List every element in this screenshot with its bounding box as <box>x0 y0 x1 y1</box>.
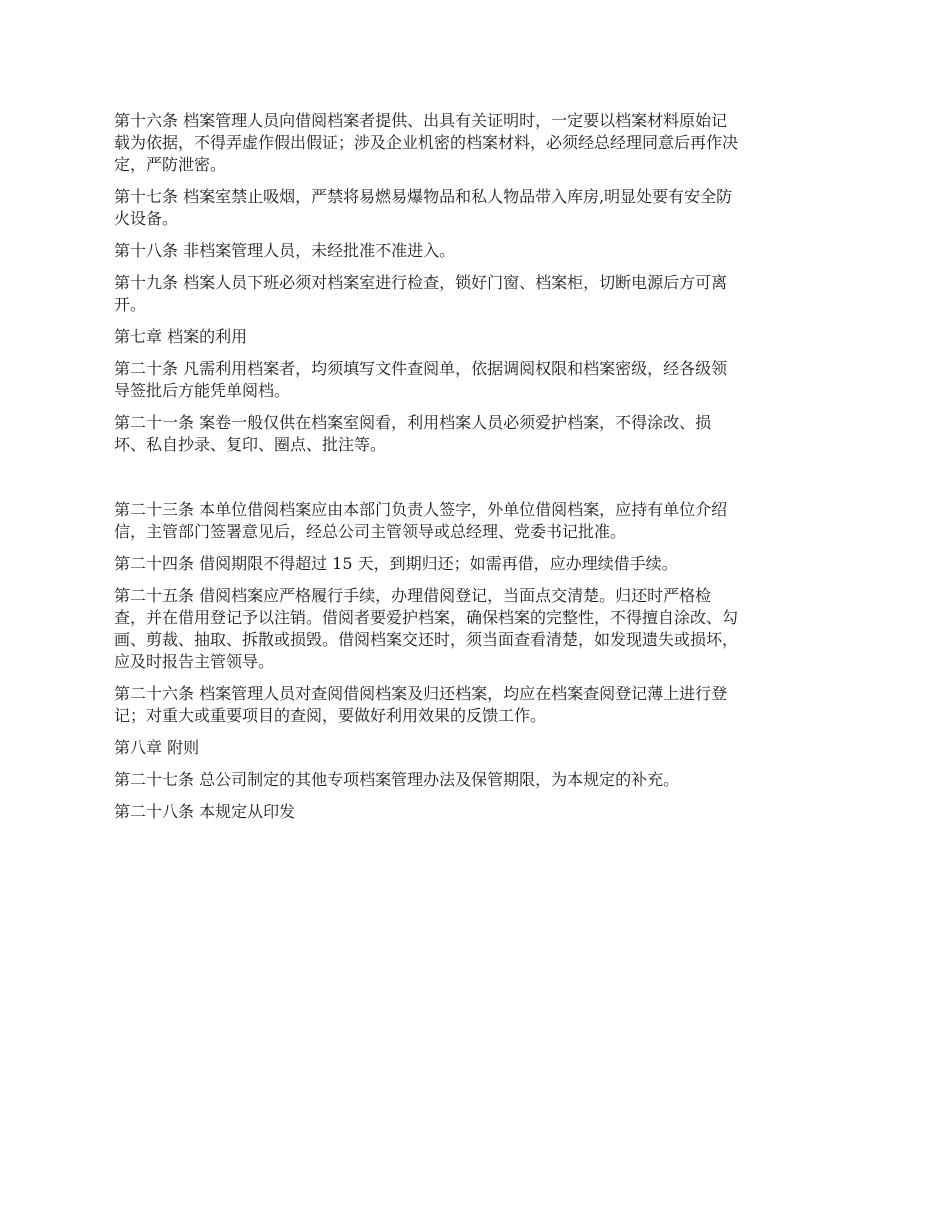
article-17: 第十七条 档案室禁止吸烟，严禁将易燃易爆物品和私人物品带入库房,明显处要有安全防 火设备。 <box>114 187 733 228</box>
article-18: 第十八条 非档案管理人员，未经批准不准进入。 <box>114 241 456 260</box>
article-20: 第二十条 凡需利用档案者，均须填写文件查阅单，依据调阅权限和档案密级，经各级领 导签批后方能凭单阅档。 <box>114 359 728 400</box>
article-19: 第十九条 档案人员下班必须对档案室进行检查，锁好门窗、档案柜，切断电源后方可离 开。 <box>114 273 728 314</box>
blank-gap <box>114 466 844 499</box>
article-16: 第十六条 档案管理人员向借阅档案者提供、出具有关证明时，一定要以档案材料原始记 载为依据，不得弄虚作假出假证；涉及企业机密的档案材料，必须经总经理同意后再作决 定，严防泄密。 <box>114 111 739 174</box>
article-26: 第二十六条 档案管理人员对查阅借阅档案及归还档案，均应在档案查阅登记薄上进行登 记；对重大或重要项目的查阅，要做好利用效果的反馈工作。 <box>114 684 728 725</box>
article-24: 第二十四条 借阅期限不得超过 15 天，到期归还；如需再借，应办理续借手续。 <box>114 554 678 573</box>
article-27: 第二十七条 总公司制定的其他专项档案管理办法及保管期限，为本规定的补充。 <box>114 770 680 789</box>
document-page <box>114 110 844 833</box>
article-21: 第二十一条 案卷一般仅供在档案室阅看，利用档案人员必须爱护档案，不得涂改、损 坏、私自抄录、复印、圈点、批注等。 <box>114 413 712 454</box>
chapter-7-heading: 第七章 档案的利用 <box>114 327 248 346</box>
article-25: 第二十五条 借阅档案应严格履行手续，办理借阅登记，当面点交清楚。归还时严格检 查，并在借用登记予以注销。借阅者要爱护档案，确保档案的完整性，不得擅自涂改、勾 画、剪裁、抽取、拆散或损毁。借阅档案交还时，须当面查看清楚，如发现遗失或损坏， 应及时报告主管领导。 <box>114 586 739 671</box>
article-23: 第二十三条 本单位借阅档案应由本部门负责人签字，外单位借阅档案，应持有单位介绍 信，主管部门签署意见后，经总公司主管领导或总经理、党委书记批准。 <box>114 500 728 541</box>
article-28: 第二十八条 本规定从印发 <box>114 802 296 821</box>
chapter-8-heading: 第八章 附则 <box>114 738 200 757</box>
